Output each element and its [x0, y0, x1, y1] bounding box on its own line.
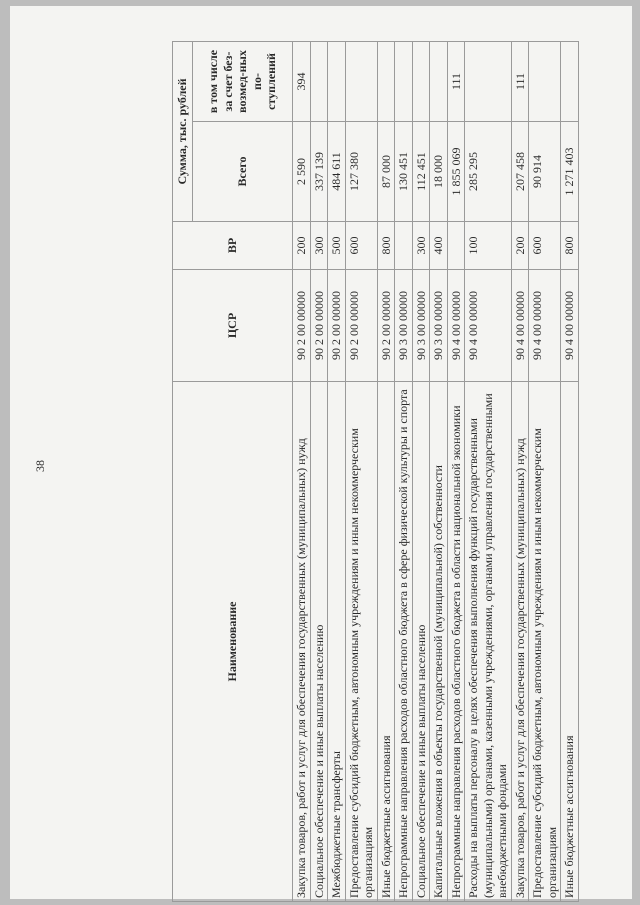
cell-total: 18 000 — [430, 122, 448, 222]
page-number: 38 — [33, 460, 47, 472]
cell-total: 87 000 — [377, 122, 395, 222]
cell-vr: 100 — [465, 222, 512, 270]
cell-csr: 90 4 00 00000 — [447, 270, 465, 382]
cell-csr: 90 3 00 00000 — [412, 270, 430, 382]
cell-including — [328, 41, 346, 121]
cell-including — [529, 41, 561, 121]
cell-name: Непрограммные направления расходов областного бюджета в области национальной экономики — [447, 382, 465, 902]
cell-total: 484 611 — [328, 122, 346, 222]
cell-including: 394 — [293, 41, 311, 121]
cell-vr: 800 — [561, 222, 579, 270]
cell-including — [345, 41, 377, 121]
cell-total: 112 451 — [412, 122, 430, 222]
cell-name: Капитальные вложения в объекты государственной (муниципальной) собственности — [430, 382, 448, 902]
header-csr: ЦСР — [173, 270, 293, 382]
table-row — [310, 41, 328, 901]
table-row — [529, 41, 561, 901]
header-including: в том числе за счет без-возмед-ных по-ступлений — [193, 41, 293, 121]
cell-including: 111 — [447, 41, 465, 121]
table-row — [430, 41, 448, 901]
cell-vr: 200 — [293, 222, 311, 270]
cell-name: Иные бюджетные ассигнования — [377, 382, 395, 902]
table-row — [345, 41, 377, 901]
cell-vr: 200 — [511, 222, 529, 270]
cell-vr — [447, 222, 465, 270]
header-total: Всего — [193, 122, 293, 222]
cell-csr: 90 2 00 00000 — [310, 270, 328, 382]
cell-vr: 400 — [430, 222, 448, 270]
cell-including — [395, 41, 413, 121]
cell-csr: 90 4 00 00000 — [465, 270, 512, 382]
cell-vr: 600 — [529, 222, 561, 270]
cell-name: Межбюджетные трансферты — [328, 382, 346, 902]
table-row — [561, 41, 579, 901]
cell-name: Социальное обеспечение и иные выплаты населению — [412, 382, 430, 902]
document-page — [10, 6, 632, 899]
table-row — [412, 41, 430, 901]
cell-vr: 800 — [377, 222, 395, 270]
cell-csr: 90 2 00 00000 — [293, 270, 311, 382]
cell-vr — [395, 222, 413, 270]
cell-total: 337 139 — [310, 122, 328, 222]
cell-total: 127 380 — [345, 122, 377, 222]
cell-total: 130 451 — [395, 122, 413, 222]
cell-total: 1 271 403 — [561, 122, 579, 222]
cell-including: 111 — [511, 41, 529, 121]
cell-csr: 90 4 00 00000 — [561, 270, 579, 382]
cell-csr: 90 4 00 00000 — [511, 270, 529, 382]
cell-csr: 90 2 00 00000 — [345, 270, 377, 382]
cell-name: Непрограммные направления расходов областного бюджета в сфере физической культуры и спорта — [395, 382, 413, 902]
cell-name: Закупка товаров, работ и услуг для обеспечения государственных (муниципальных) нужд — [293, 382, 311, 902]
cell-including — [377, 41, 395, 121]
cell-including — [412, 41, 430, 121]
cell-name: Социальное обеспечение и иные выплаты населению — [310, 382, 328, 902]
cell-vr: 300 — [310, 222, 328, 270]
cell-including — [430, 41, 448, 121]
table-row — [447, 41, 465, 901]
cell-name: Предоставление субсидий бюджетным, автономным учреждениям и иным некоммерческим организациям — [345, 382, 377, 902]
cell-name: Закупка товаров, работ и услуг для обеспечения государственных (муниципальных) нужд — [511, 382, 529, 902]
cell-including — [465, 41, 512, 121]
cell-name: Предоставление субсидий бюджетным, автономным учреждениям и иным некоммерческим организациям — [529, 382, 561, 902]
cell-name: Иные бюджетные ассигнования — [561, 382, 579, 902]
cell-csr: 90 3 00 00000 — [395, 270, 413, 382]
cell-total: 2 590 — [293, 122, 311, 222]
budget-table — [172, 41, 579, 902]
cell-csr: 90 2 00 00000 — [377, 270, 395, 382]
table-row — [377, 41, 395, 901]
cell-including — [310, 41, 328, 121]
header-vr: ВР — [173, 222, 293, 270]
header-sum-group: Сумма, тыс. рублей — [173, 41, 193, 221]
rotated-table-wrapper — [172, 42, 579, 902]
cell-total: 1 855 069 — [447, 122, 465, 222]
cell-vr: 600 — [345, 222, 377, 270]
table-row — [328, 41, 346, 901]
cell-including — [561, 41, 579, 121]
cell-csr: 90 3 00 00000 — [430, 270, 448, 382]
header-name: Наименование — [173, 382, 293, 902]
cell-vr: 500 — [328, 222, 346, 270]
cell-vr: 300 — [412, 222, 430, 270]
cell-csr: 90 4 00 00000 — [529, 270, 561, 382]
cell-total: 207 458 — [511, 122, 529, 222]
cell-name: Расходы на выплаты персоналу в целях обеспечения выполнения функций государственными (муниципальными) органами, казенными учреждениями, органами управления государственными внебюджетными фондами — [465, 382, 512, 902]
table-row — [465, 41, 512, 901]
table-row — [511, 41, 529, 901]
table-row — [293, 41, 311, 901]
cell-total: 285 295 — [465, 122, 512, 222]
table-row — [395, 41, 413, 901]
cell-total: 90 914 — [529, 122, 561, 222]
cell-csr: 90 2 00 00000 — [328, 270, 346, 382]
